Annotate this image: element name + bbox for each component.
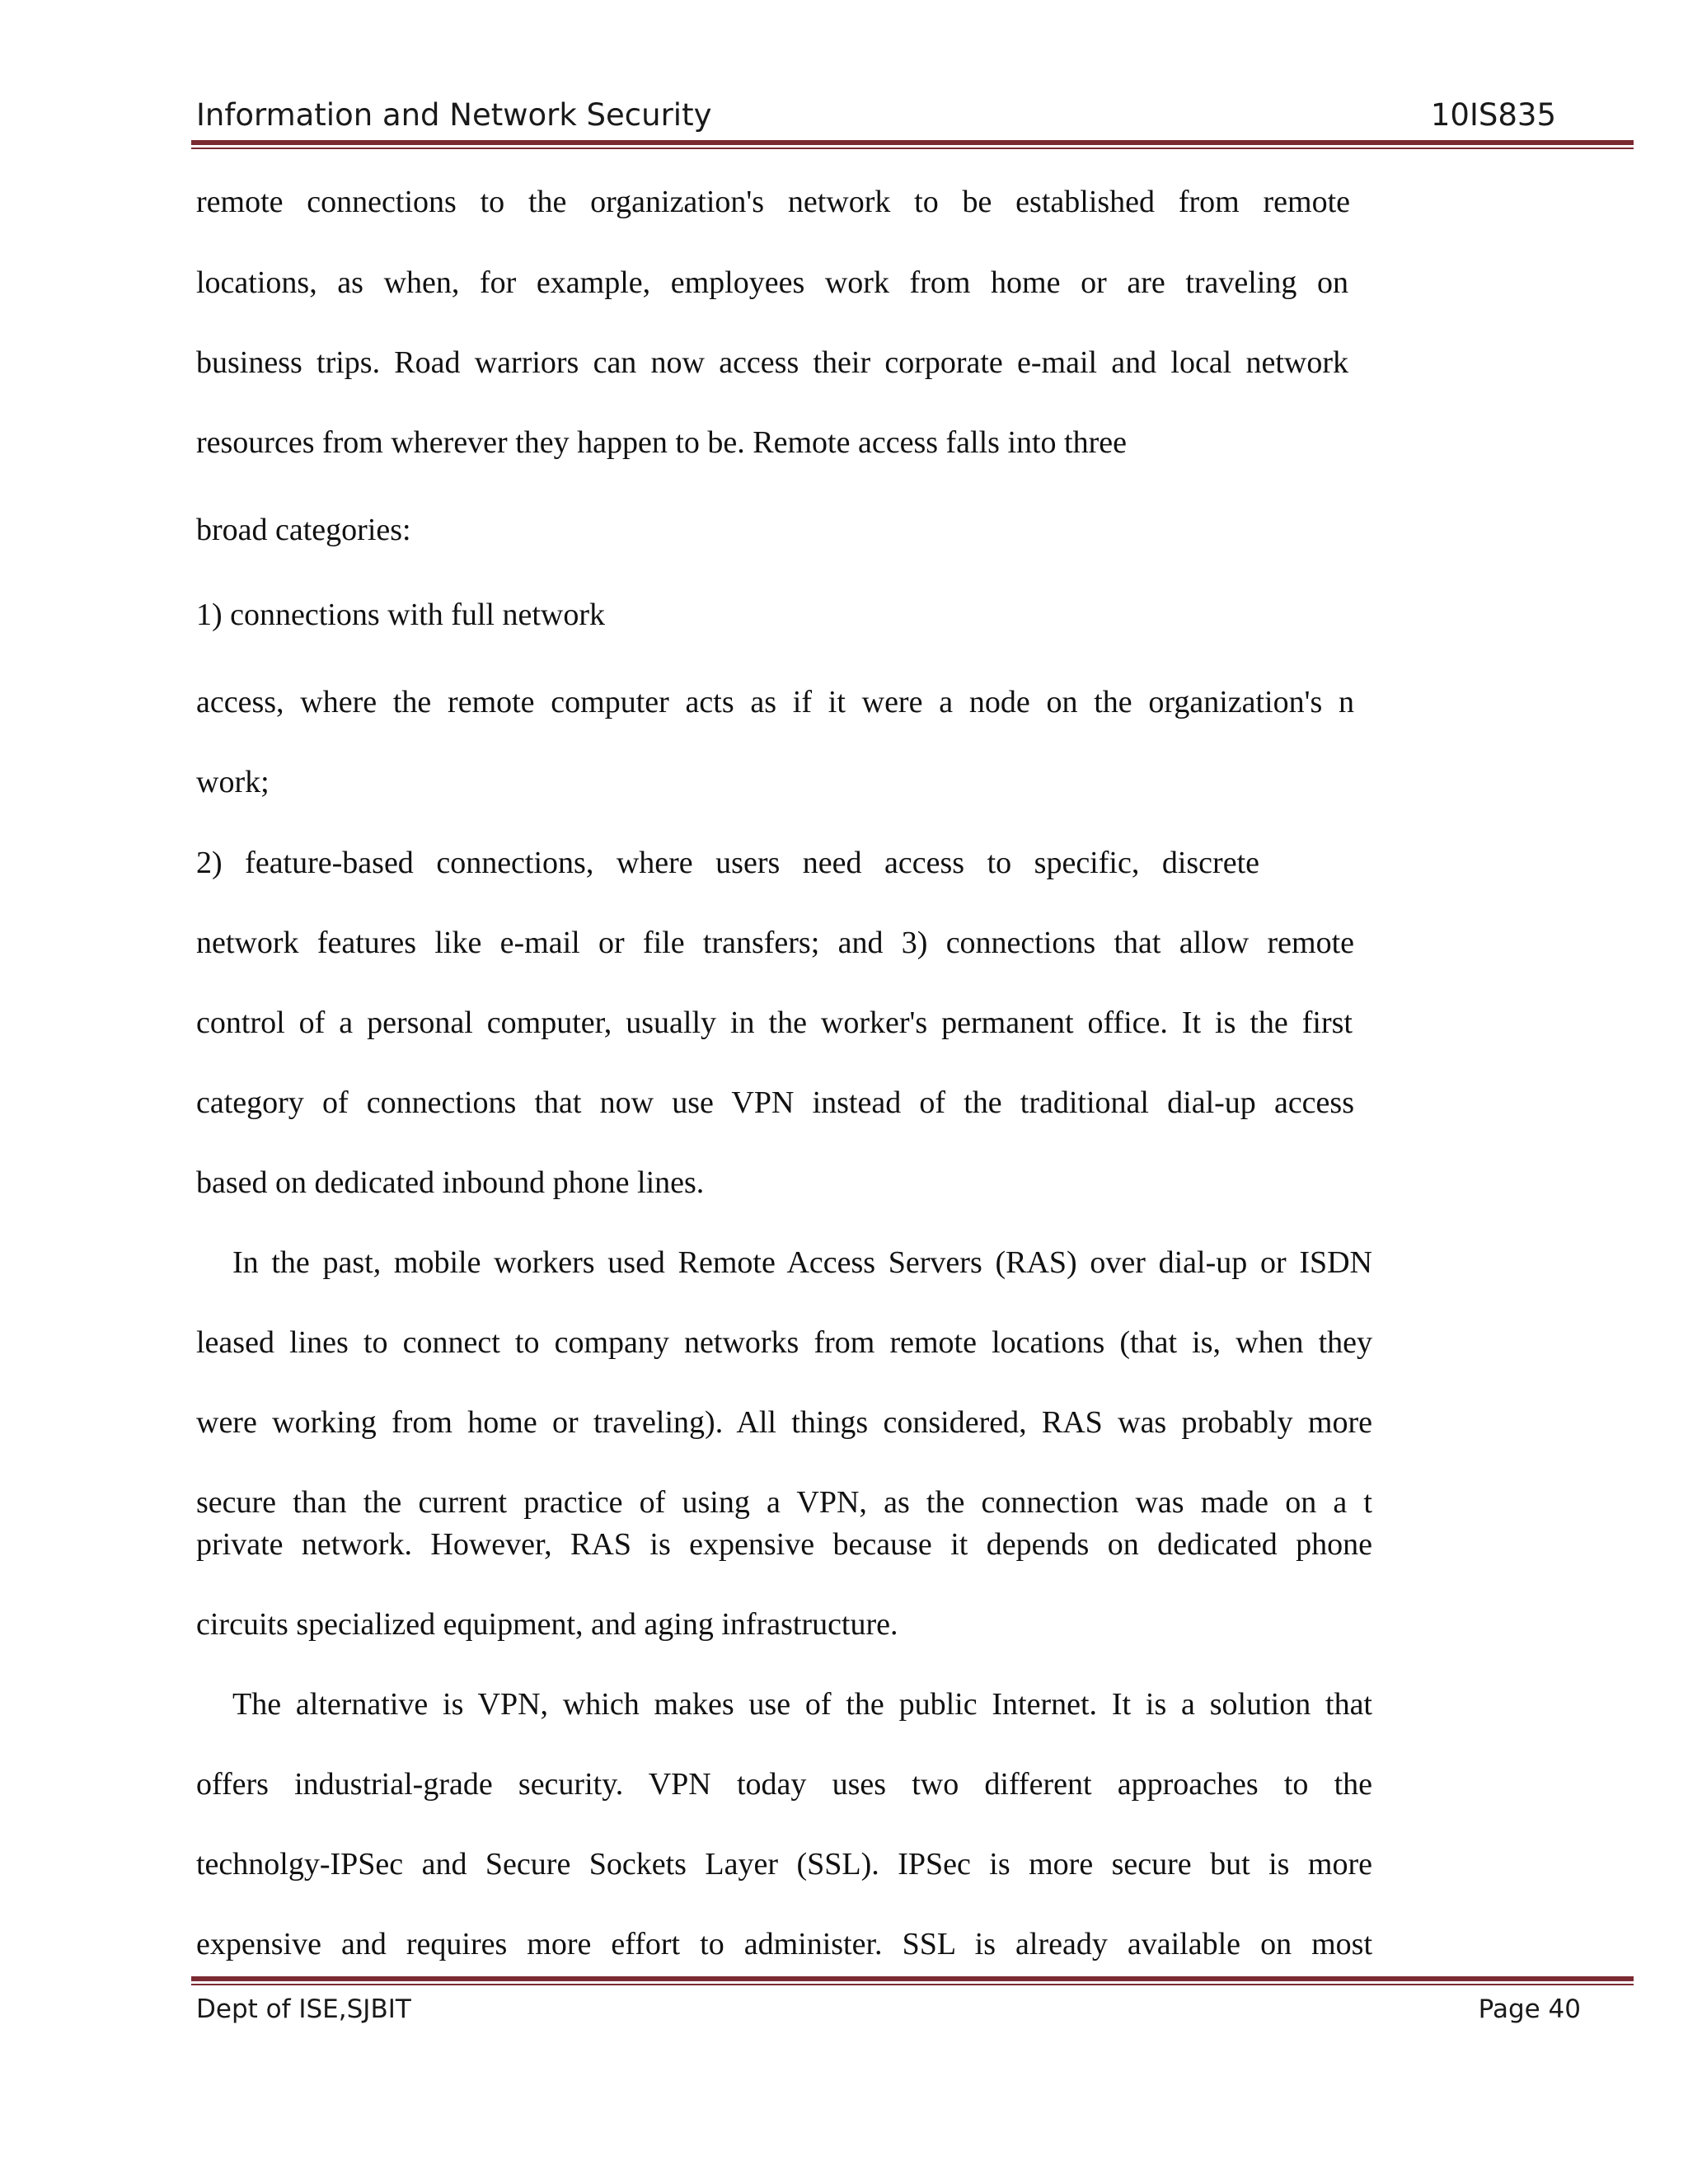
- text-line: private network. However, RAS is expensive because it depends on dedicated phone: [196, 1527, 1372, 1562]
- text-line: remote connections to the organization's network to be established from remote: [196, 185, 1350, 219]
- footer-department: Dept of ISE,SJBIT: [196, 1994, 411, 2024]
- course-code: 10IS835: [1430, 97, 1556, 133]
- text-line: business trips. Road warriors can now access their corporate e-mail and local network: [196, 345, 1348, 380]
- text-line: The alternative is VPN, which makes use of the public Internet. It is a solution that: [232, 1687, 1372, 1722]
- text-line: category of connections that now use VPN instead of the traditional dial-up access: [196, 1085, 1354, 1120]
- running-header-title: Information and Network Security: [196, 97, 712, 133]
- page-number: Page 40: [1478, 1994, 1581, 2024]
- text-line: work;: [196, 765, 270, 799]
- text-line: expensive and requires more effort to administer. SSL is already available on most: [196, 1927, 1372, 1961]
- text-line: technolgy-IPSec and Secure Sockets Layer (SSL). IPSec is more secure but is more: [196, 1847, 1372, 1882]
- text-line: locations, as when, for example, employees work from home or are traveling on: [196, 265, 1348, 300]
- footer-rule: [191, 1976, 1634, 1985]
- text-line: resources from wherever they happen to be. Remote access falls into three: [196, 425, 1127, 460]
- text-line: broad categories:: [196, 513, 411, 547]
- text-line: leased lines to connect to company networks from remote locations (that is, when they: [196, 1325, 1372, 1360]
- text-line: based on dedicated inbound phone lines.: [196, 1165, 705, 1200]
- text-line: were working from home or traveling). All things considered, RAS was probably more: [196, 1405, 1372, 1440]
- text-line: 2) feature-based connections, where users need access to specific, discrete: [196, 846, 1259, 880]
- text-line: offers industrial-grade security. VPN today uses two different approaches to the: [196, 1767, 1372, 1802]
- text-line: 1) connections with full network: [196, 598, 606, 632]
- text-line: network features like e-mail or file transfers; and 3) connections that allow remote: [196, 926, 1354, 960]
- header-rule: [191, 140, 1634, 149]
- text-line: circuits specialized equipment, and aging infrastructure.: [196, 1607, 898, 1642]
- text-line: access, where the remote computer acts as if it were a node on the organization's n: [196, 685, 1354, 719]
- text-line: In the past, mobile workers used Remote Access Servers (RAS) over dial-up or ISDN: [232, 1245, 1372, 1280]
- text-line: control of a personal computer, usually in the worker's permanent office. It is the first: [196, 1005, 1353, 1040]
- text-line: secure than the current practice of using a VPN, as the connection was made on a t: [196, 1485, 1372, 1520]
